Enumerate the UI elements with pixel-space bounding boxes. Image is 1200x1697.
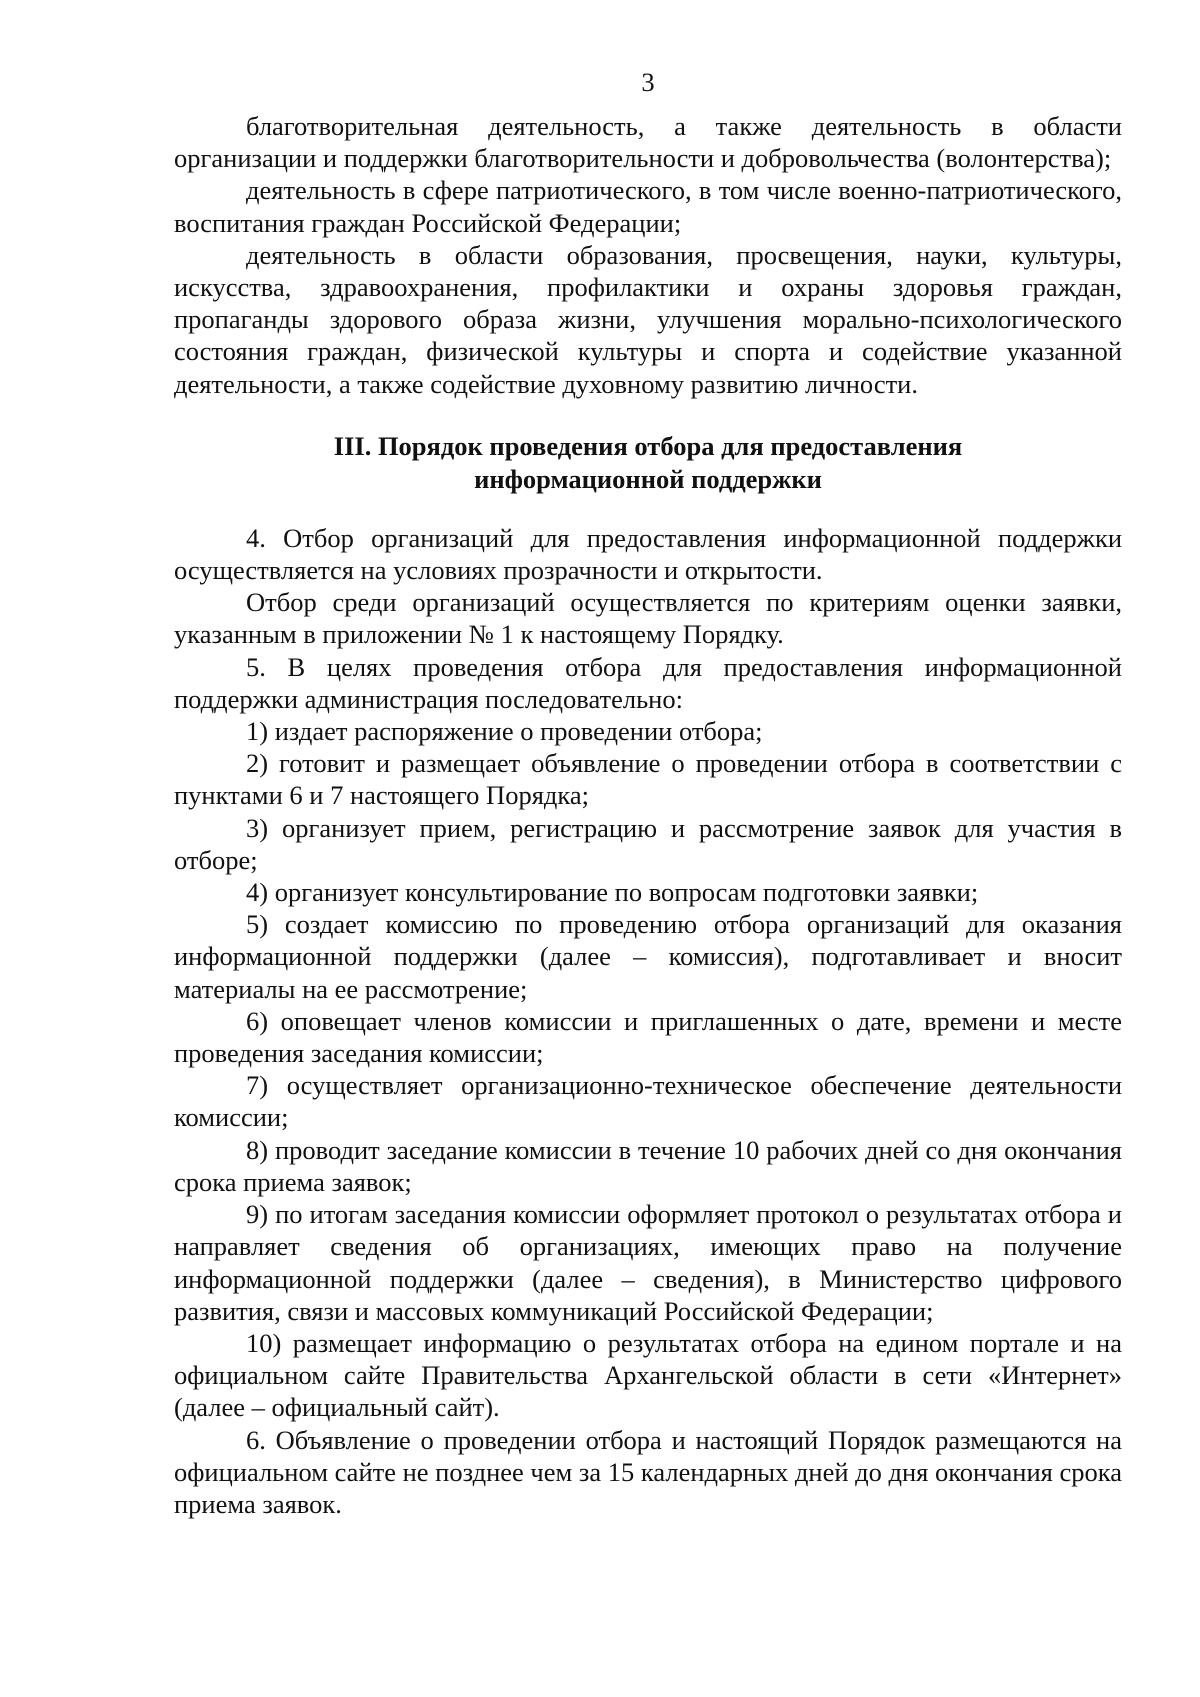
- list-item-8: 8) проводит заседание комиссии в течение 10 рабочих дней со дня окончания срока приема заявок;: [174, 1134, 1122, 1197]
- section-heading-line2: информационной поддержки: [474, 463, 822, 494]
- paragraph-patriotic: деятельность в сфере патриотического, в том числе военно-патриотического, воспитания граждан Российской Федерации;: [174, 175, 1122, 238]
- list-item-7: 7) осуществляет организационно-техническое обеспечение деятельности комиссии;: [174, 1070, 1122, 1133]
- paragraph-item-5: 5. В целях проведения отбора для предоставления информационной поддержки администрация последовательно:: [174, 651, 1122, 714]
- list-item-9: 9) по итогам заседания комиссии оформляет протокол о результатах отбора и направляет сведения об организациях, имеющих право на получение информационной поддержки (далее – сведения), в Министерство цифрового развития, связи и массовых коммуникаций Российской Федерации;: [174, 1199, 1122, 1326]
- list-item-3: 3) организует прием, регистрацию и рассмотрение заявок для участия в отборе;: [174, 812, 1122, 875]
- section-heading-line1: III. Порядок проведения отбора для предоставления: [333, 430, 963, 461]
- paragraph-charity: благотворительная деятельность, а также деятельность в области организации и поддержки благотворительности и добровольчества (волонтерства);: [174, 111, 1122, 174]
- paragraph-item-6: 6. Объявление о проведении отбора и настоящий Порядок размещаются на официальном сайте не позднее чем за 15 календарных дней до дня окончания срока приема заявок.: [174, 1424, 1122, 1519]
- list-item-2: 2) готовит и размещает объявление о проведении отбора в соответствии с пунктами 6 и 7 настоящего Порядка;: [174, 748, 1122, 811]
- section-heading: [174, 430, 1122, 496]
- paragraph-item-4: 4. Отбор организаций для предоставления информационной поддержки осуществляется на условиях прозрачности и открытости.: [174, 522, 1122, 586]
- list-item-1: 1) издает распоряжение о проведении отбора;: [246, 716, 763, 747]
- page-number: 3: [641, 67, 655, 97]
- list-item-4: 4) организует консультирование по вопросам подготовки заявки;: [246, 877, 979, 908]
- paragraph-education: деятельность в области образования, просвещения, науки, культуры, искусства, здравоохранения, профилактики и охраны здоровья граждан, пропаганды здорового образа жизни, улучшения морально-психологического состояния граждан, физической культуры и спорта и содействие указанной деятельности, а также содействие духовному развитию личности.: [174, 239, 1122, 399]
- list-item-10: 10) размещает информацию о результатах отбора на едином портале и на официальном сайте Правительства Архангельской области в сети «Интернет» (далее – официальный сайт).: [174, 1327, 1122, 1423]
- list-item-6: 6) оповещает членов комиссии и приглашенных о дате, времени и месте проведения заседания комиссии;: [174, 1005, 1122, 1069]
- paragraph-criteria: Отбор среди организаций осуществляется по критериям оценки заявки, указанным в приложении № 1 к настоящему Порядку.: [174, 587, 1122, 650]
- list-item-5: 5) создает комиссию по проведению отбора организаций для оказания информационной поддержки (далее – комиссия), подготавливает и вносит материалы на ее рассмотрение;: [174, 909, 1122, 1004]
- document-page: [174, 62, 1122, 1520]
